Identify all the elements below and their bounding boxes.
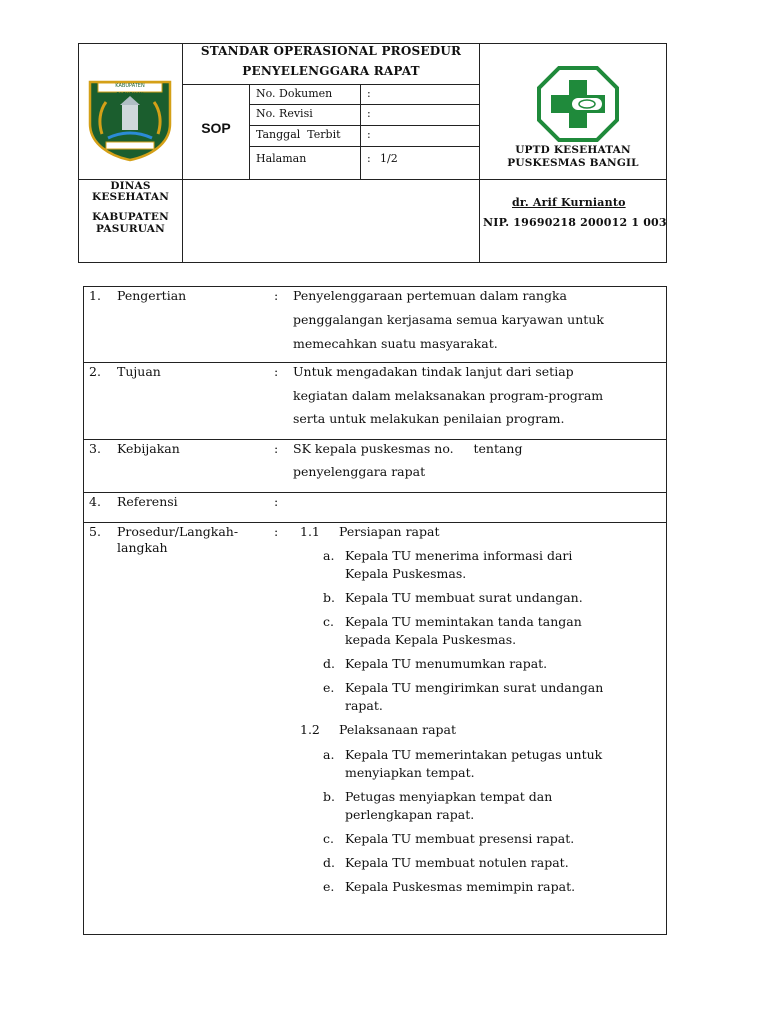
step-text: Kepala TU mengirimkan surat undangan	[345, 680, 604, 695]
meta-label-halaman: Halaman	[256, 152, 307, 165]
section-text-line: kegiatan dalam melaksanakan program-program	[293, 388, 604, 403]
step-text: Kepala TU memerintakan petugas untuk	[345, 747, 603, 762]
dept-line4: PASURUAN	[96, 223, 165, 235]
section-number: 1.	[89, 288, 101, 303]
section-number: 4.	[89, 494, 101, 509]
section-label: Tujuan	[117, 364, 161, 379]
step-text: Kepala TU menerima informasi dari	[345, 548, 573, 563]
signer-name: dr. Arif Kurnianto	[512, 196, 626, 209]
step-text-cont: kepada Kepala Puskesmas.	[345, 632, 517, 647]
section-sep: :	[274, 364, 279, 379]
section-label: Kebijakan	[117, 441, 180, 456]
meta-sep: :	[367, 107, 371, 120]
section-number: 3.	[89, 441, 101, 456]
step-text-cont: rapat.	[345, 698, 383, 713]
step-text: Kepala TU memintakan tanda tangan	[345, 614, 582, 629]
section-label: Pengertian	[117, 288, 187, 303]
meta-sep: :	[367, 152, 371, 165]
sop-label: SOP	[201, 120, 231, 136]
subsection-title: Persiapan rapat	[339, 524, 440, 539]
section-text-line: SK kepala puskesmas no. tentang	[293, 441, 523, 456]
step-text: Petugas menyiapkan tempat dan	[345, 789, 553, 804]
subsection-number: 1.2	[300, 722, 320, 737]
doc-title-line2: PENYELENGGARA RAPAT	[242, 64, 420, 78]
step-marker: e.	[323, 879, 335, 894]
step-text: Kepala TU membuat surat undangan.	[345, 590, 583, 605]
section-text-line: penyelenggara rapat	[293, 464, 426, 479]
step-text-cont: menyiapkan tempat.	[345, 765, 475, 780]
section-number: 5.	[89, 524, 101, 539]
org-name-line2: PUSKESMAS BANGIL	[507, 157, 639, 169]
step-marker: b.	[323, 590, 335, 605]
section-text-line: penggalangan kerjasama semua karyawan untuk	[293, 312, 604, 327]
meta-sep: :	[367, 87, 371, 100]
step-text: Kepala Puskesmas memimpin rapat.	[345, 879, 576, 894]
org-name-line1: UPTD KESEHATAN	[515, 144, 631, 156]
step-text-cont: perlengkapan rapat.	[345, 807, 475, 822]
meta-value-halaman: 1/2	[380, 152, 398, 165]
section-text-line: serta untuk melakukan penilaian program.	[293, 411, 565, 426]
puskesmas-logo	[537, 66, 619, 142]
step-text: Kepala TU membuat notulen rapat.	[345, 855, 569, 870]
crest-banner-text: KABUPATEN PASURUAN	[115, 83, 145, 98]
section-number: 2.	[89, 364, 101, 379]
section-text-line: Penyelenggaraan pertemuan dalam rangka	[293, 288, 567, 303]
step-text-cont: Kepala Puskesmas.	[345, 566, 467, 581]
step-text: Kepala TU membuat presensi rapat.	[345, 831, 575, 846]
step-marker: a.	[323, 548, 335, 563]
section-sep: :	[274, 288, 279, 303]
section-sep: :	[274, 494, 279, 509]
section-text-line: memecahkan suatu masyarakat.	[293, 336, 498, 351]
meta-sep: :	[367, 128, 371, 141]
signer-nip: NIP. 19690218 200012 1 003	[483, 216, 667, 229]
step-marker: e.	[323, 680, 335, 695]
section-sep: :	[274, 524, 279, 539]
dept-line3: KABUPATEN	[92, 211, 169, 223]
meta-label-no-revisi: No. Revisi	[256, 107, 313, 120]
dept-line2: KESEHATAN	[92, 191, 169, 203]
step-marker: c.	[323, 831, 334, 846]
meta-label-tanggal-terbit: Tanggal Terbit	[256, 128, 341, 141]
section-label: Referensi	[117, 494, 178, 509]
step-marker: d.	[323, 656, 335, 671]
step-marker: c.	[323, 614, 334, 629]
dept-line1: DINAS	[110, 180, 151, 192]
doc-title-line1: STANDAR OPERASIONAL PROSEDUR	[200, 44, 462, 58]
section-text-line: Untuk mengadakan tindak lanjut dari setiap	[293, 364, 574, 379]
section-label-line2: langkah	[117, 540, 168, 555]
step-marker: d.	[323, 855, 335, 870]
step-marker: b.	[323, 789, 335, 804]
pasuruan-crest-logo	[84, 78, 176, 162]
section-label-line1: Prosedur/Langkah-	[117, 524, 239, 539]
step-text: Kepala TU menumumkan rapat.	[345, 656, 548, 671]
meta-label-no-dokumen: No. Dokumen	[256, 87, 333, 100]
subsection-number: 1.1	[300, 524, 320, 539]
section-sep: :	[274, 441, 279, 456]
subsection-title: Pelaksanaan rapat	[339, 722, 457, 737]
step-marker: a.	[323, 747, 335, 762]
